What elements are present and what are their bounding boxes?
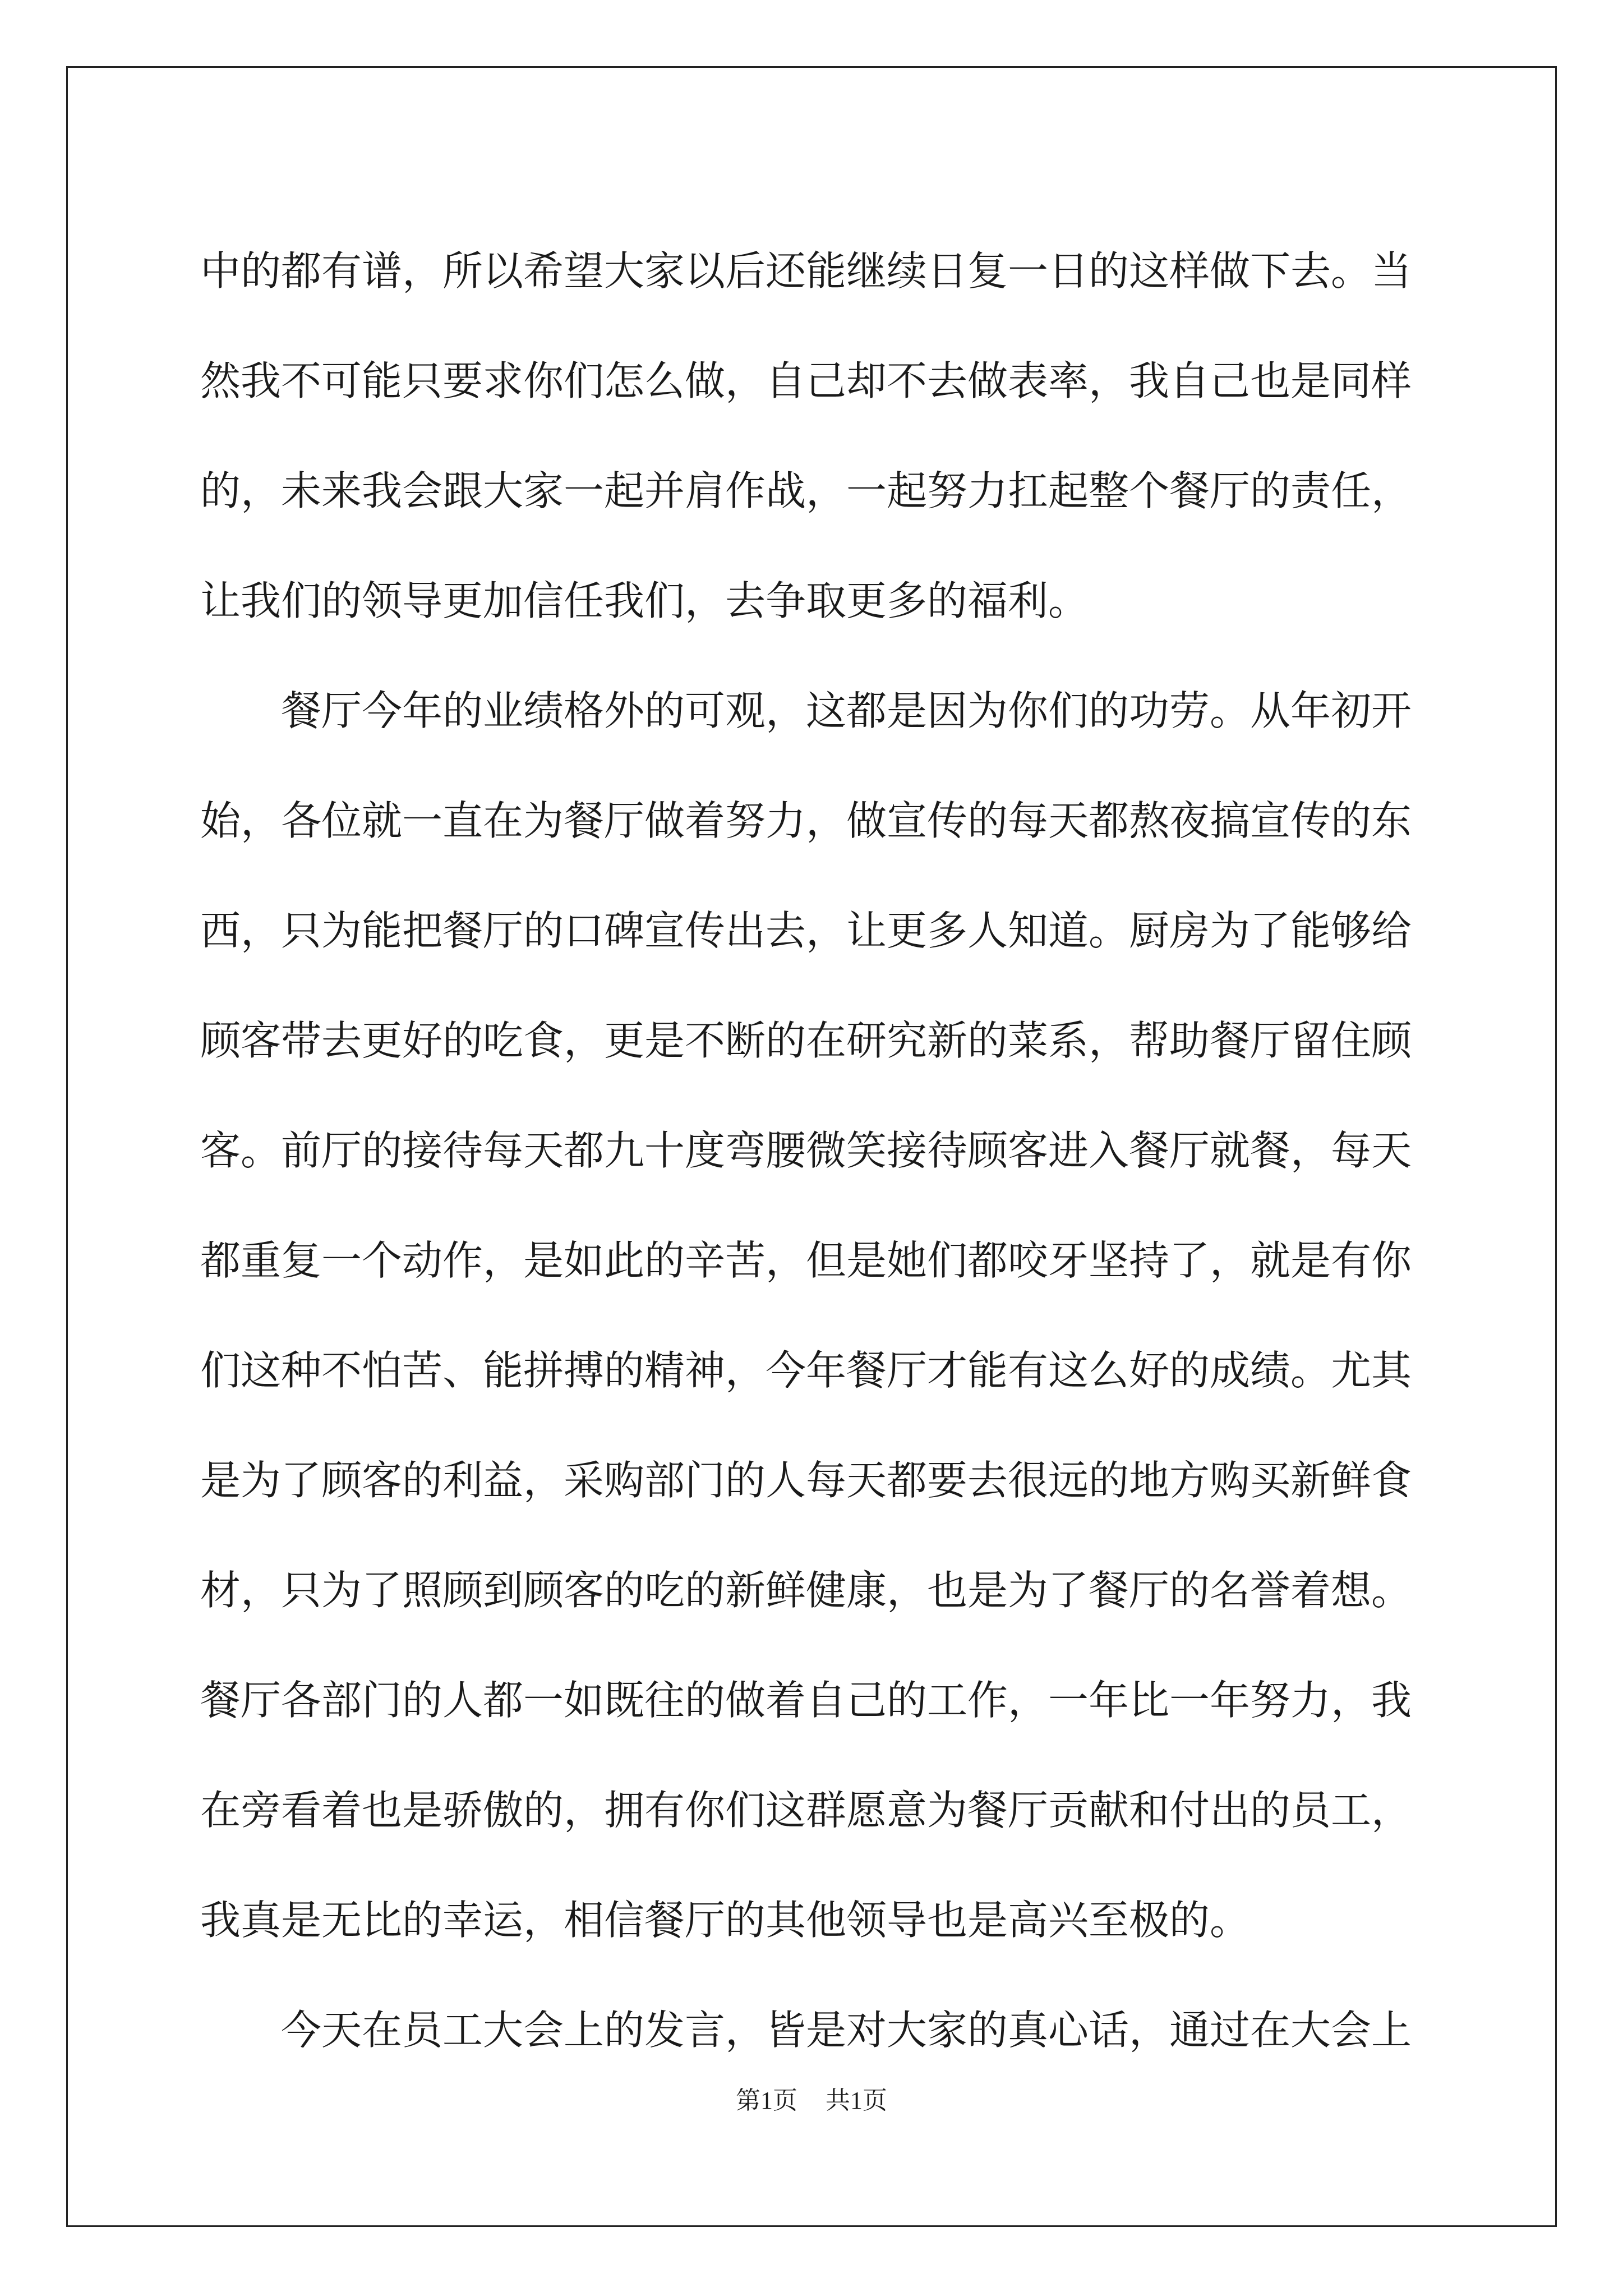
document-body bbox=[200, 216, 1434, 2085]
text-line: 今天在员工大会上的发言，皆是对大家的真心话，通过在大会上 bbox=[200, 2007, 1412, 2054]
text-line: 餐厅今年的业绩格外的可观，这都是因为你们的功劳。从年初开 bbox=[200, 687, 1412, 734]
text-line: 西，只为能把餐厅的口碑宣传出去，让更多人知道。厨房为了能够给 bbox=[200, 907, 1412, 954]
text-line: 材，只为了照顾到顾客的吃的新鲜健康，也是为了餐厅的名誉着想。 bbox=[200, 1567, 1412, 1614]
text-line: 然我不可能只要求你们怎么做，自己却不去做表率，我自己也是同样 bbox=[200, 357, 1412, 404]
page-footer bbox=[0, 2084, 1623, 2118]
text-line: 中的都有谱，所以希望大家以后还能继续日复一日的这样做下去。当 bbox=[200, 247, 1412, 295]
text-line: 都重复一个动作，是如此的辛苦，但是她们都咬牙坚持了，就是有你 bbox=[200, 1237, 1412, 1284]
text-line: 餐厅各部门的人都一如既往的做着自己的工作，一年比一年努力，我 bbox=[200, 1677, 1412, 1724]
page-number: 第1页 bbox=[736, 2087, 797, 2114]
text-line: 是为了顾客的利益，采购部门的人每天都要去很远的地方购买新鲜食 bbox=[200, 1457, 1412, 1504]
text-line: 我真是无比的幸运，相信餐厅的其他领导也是高兴至极的。 bbox=[200, 1897, 1251, 1944]
text-line: 们这种不怕苦、能拼搏的精神，今年餐厅才能有这么好的成绩。尤其 bbox=[200, 1347, 1412, 1394]
text-line: 让我们的领导更加信任我们，去争取更多的福利。 bbox=[200, 577, 1089, 624]
text-line: 在旁看着也是骄傲的，拥有你们这群愿意为餐厅贡献和付出的员工， bbox=[200, 1787, 1412, 1834]
page-total: 共1页 bbox=[826, 2087, 887, 2114]
text-line: 客。前厅的接待每天都九十度弯腰微笑接待顾客进入餐厅就餐，每天 bbox=[200, 1127, 1412, 1174]
text-line: 的，未来我会跟大家一起并肩作战，一起努力扛起整个餐厅的责任， bbox=[200, 467, 1412, 514]
text-line: 始，各位就一直在为餐厅做着努力，做宣传的每天都熬夜搞宣传的东 bbox=[200, 797, 1412, 844]
text-line: 顾客带去更好的吃食，更是不断的在研究新的菜系，帮助餐厅留住顾 bbox=[200, 1017, 1412, 1064]
